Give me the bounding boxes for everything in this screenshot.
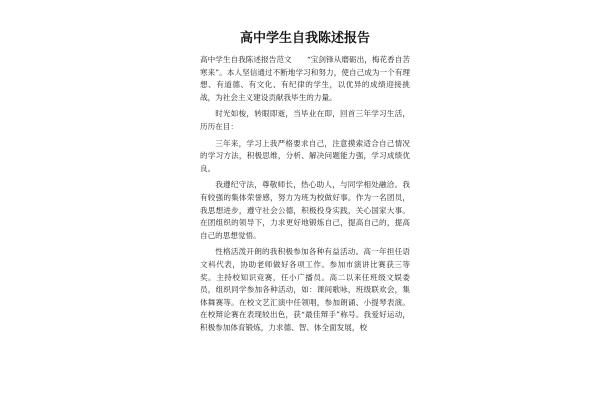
paragraph-time-review: 时光如梭，转眼即逝，当毕业在即，回首三年学习生活，历历在目： (200, 109, 410, 131)
paragraph-conduct: 我遵纪守法，尊敬师长，热心助人，与同学相处融洽。我有较强的集体荣誉感，努力为班为校做好事。作为一名团员，我思想进步，遵守社会公德，积极投身实践，关心国家大事。在团组织的领导下，力求更好地锻炼自己，提高自己的，提高自己的思想觉悟。 (200, 180, 410, 240)
paragraph-intro: 高中学生自我陈述报告范文 “宝剑锋从磨砺出，梅花香自苦寒来”。本人坚信通过不断地学习和努力，使自己成为一个有理想、有道德、有文化、有纪律的学生，以优异的成绩迎接挑战，为社会主义建设贡献我毕生的力量。 (200, 55, 410, 102)
document-body (200, 30, 410, 338)
paragraph-study: 三年来，学习上我严格要求自己，注意摸索适合自己情况的学习方法，积极思维，分析、解决问题能力强，学习成绩优良。 (200, 138, 410, 173)
paragraph-activities: 性格活泼开朗的我积极参加各种有益活动。高一年担任语文科代表，协助老师做好各项工作。参加市演讲比赛获三等奖。主持校知识竞赛，任小广播员。高二以来任班级文娱委员，组织同学参加各种活动，如：课间歌咏，班级联欢会，集体舞赛等。在校文艺汇演中任领唱，参加朗诵、小提琴表演。在校辩论赛在表现较出色，获“最佳辩手”称号。我爱好运动，积极参加体育锻炼，力求德、智、体全面发展，校 (200, 247, 410, 332)
document-title: 高中学生自我陈述报告 (239, 31, 370, 46)
